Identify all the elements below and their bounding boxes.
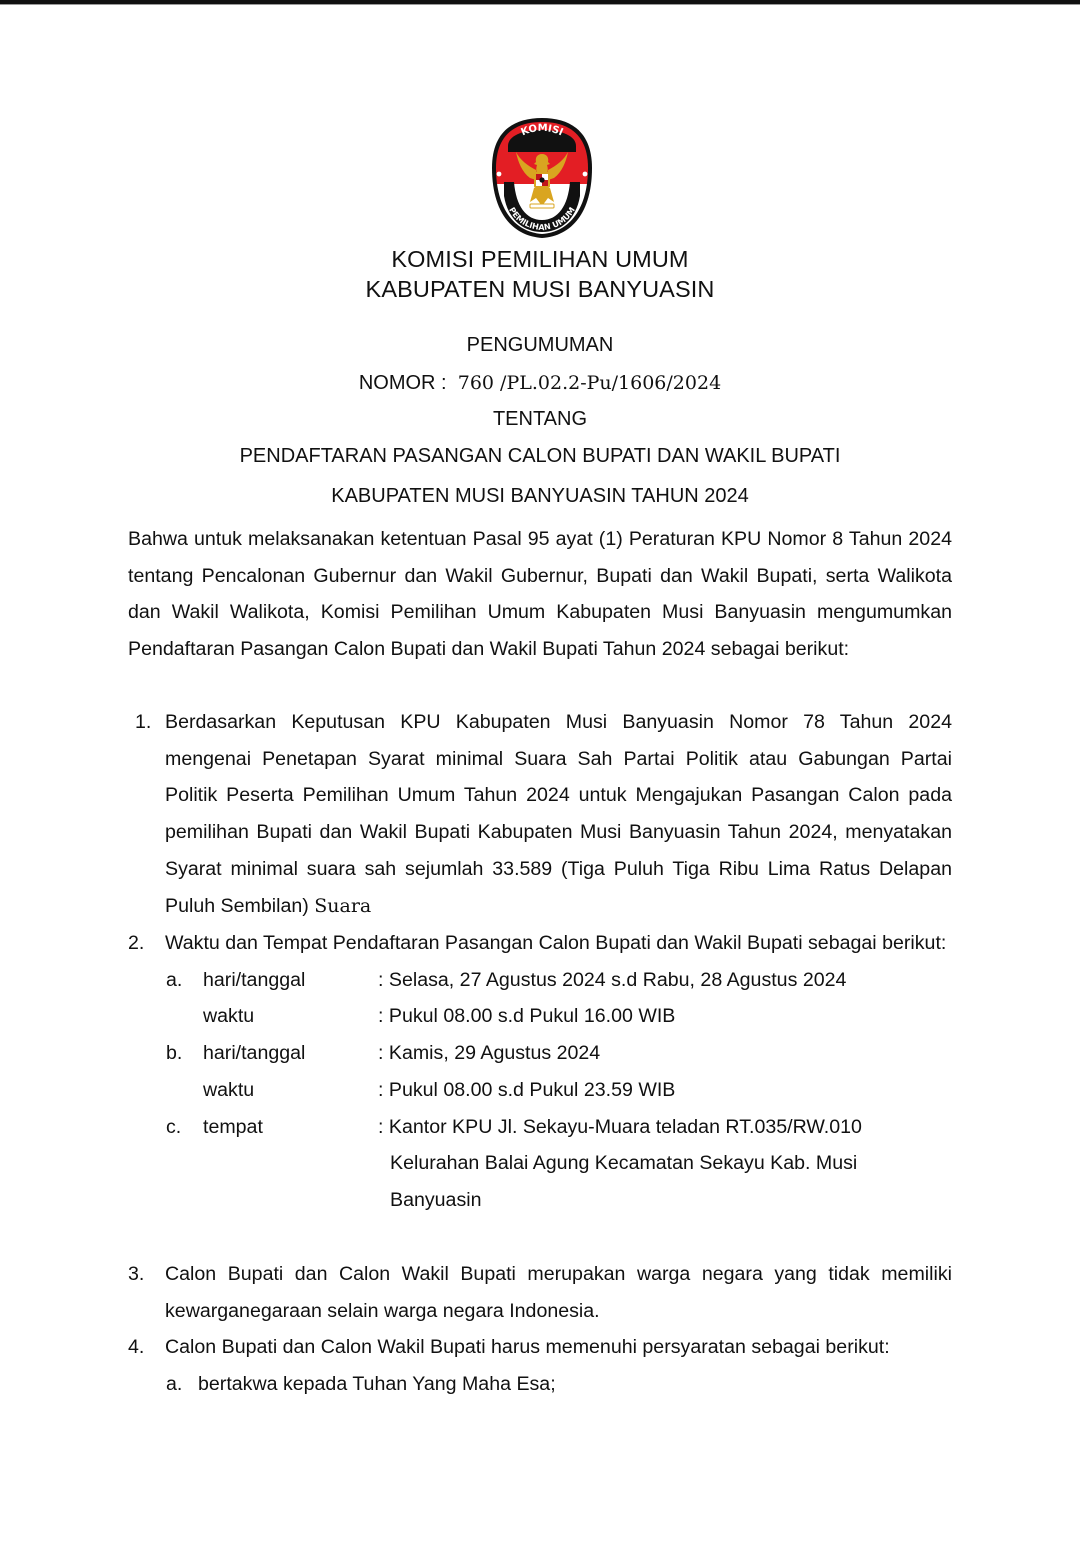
list-item-text: Calon Bupati dan Calon Wakil Bupati merupakan warga negara yang tidak memiliki kewarganegaraan selain warga negara Indonesia. <box>165 1263 952 1322</box>
schedule-label: hari/tanggal <box>203 968 306 991</box>
schedule-b-time <box>128 1072 952 1109</box>
schedule-letter: a. <box>166 968 183 991</box>
list-item-text: Calon Bupati dan Calon Wakil Bupati harus memenuhi persyaratan sebagai berikut: <box>165 1336 890 1358</box>
requirement-a <box>128 1366 952 1403</box>
list-number: 1. <box>135 711 152 733</box>
list-item-text: Berdasarkan Keputusan KPU Kabupaten Musi Banyuasin Nomor 78 Tahun 2024 mengenai Penetapan Syarat minimal Suara Sah Partai Politik atau Gabungan Partai Politik Peserta Pemilihan Umum Tahun 2024 untuk Mengajukan Pasangan Calon pada pemilihan Bupati dan Wakil Bupati Kabupaten Musi Banyuasin Tahun 2024, menyatakan Syarat minimal suara sah sejumlah 33.589 (Tiga Puluh Tiga Ribu Lima Ratus Delapan Puluh Sembilan) <box>165 711 952 917</box>
schedule-value: : Kamis, 29 Agustus 2024 <box>378 1042 601 1065</box>
doc-number <box>0 372 1080 395</box>
schedule-value: : Pukul 08.00 s.d Pukul 16.00 WIB <box>378 1005 676 1028</box>
list-item-text: Waktu dan Tempat Pendaftaran Pasangan Calon Bupati dan Wakil Bupati sebagai berikut: <box>165 932 947 954</box>
list-item-4 <box>128 1329 952 1402</box>
schedule-c-continuation-2: Banyuasin <box>390 1188 482 1211</box>
logo-dot-left <box>497 172 502 177</box>
subject-line1: PENDAFTARAN PASANGAN CALON BUPATI DAN WAKIL BUPATI <box>239 445 841 467</box>
list-number: 2. <box>128 932 145 954</box>
org-name-line2: KABUPATEN MUSI BANYUASIN <box>365 276 715 302</box>
list-item-3 <box>128 1256 952 1329</box>
doc-number-label: NOMOR : <box>358 372 447 394</box>
org-name-line1: KOMISI PEMILIHAN UMUM <box>391 246 689 272</box>
schedule-label: waktu <box>203 1078 255 1101</box>
list-item-1 <box>128 704 952 924</box>
schedule-b-date <box>128 1035 952 1072</box>
logo-text-top: KOMISI <box>519 122 565 139</box>
requirement-letter: a. <box>166 1372 183 1395</box>
list-number: 4. <box>128 1336 145 1358</box>
list-item-tail: Suara <box>314 894 372 917</box>
schedule-label: waktu <box>203 1005 255 1028</box>
intro-paragraph: Bahwa untuk melaksanakan ketentuan Pasal 95 ayat (1) Peraturan KPU Nomor 8 Tahun 2024 tentang Pencalonan Gubernur dan Wakil Gubernur, Bupati dan Wakil Bupati, serta Walikota dan Wakil Walikota, Komisi Pemilihan Umum Kabupaten Musi Banyuasin mengumumkan Pendaftaran Pasangan Calon Bupati dan Wakil Bupati Tahun 2024 sebagai berikut: <box>128 528 952 661</box>
list-number: 3. <box>128 1263 145 1285</box>
schedule-value: : Kantor KPU Jl. Sekayu-Muara teladan RT.035/RW.010 <box>378 1115 862 1138</box>
schedule-label: hari/tanggal <box>203 1042 306 1065</box>
schedule-a-time <box>128 998 952 1035</box>
schedule-a-date <box>128 962 952 999</box>
subject-line2: KABUPATEN MUSI BANYUASIN TAHUN 2024 <box>331 485 749 507</box>
doc-number-value: 760 /PL.02.2-Pu/1606/2024 <box>457 372 722 394</box>
kpu-logo <box>490 116 594 240</box>
list-item-2 <box>128 925 952 1219</box>
schedule-value: : Pukul 08.00 s.d Pukul 23.59 WIB <box>378 1078 676 1101</box>
schedule-label: tempat <box>203 1115 263 1138</box>
schedule-c-continuation-1: Kelurahan Balai Agung Kecamatan Sekayu Kab. Musi <box>390 1152 858 1175</box>
requirement-text: bertakwa kepada Tuhan Yang Maha Esa; <box>198 1372 556 1395</box>
logo-text-bottom: PEMILIHAN UMUM <box>507 205 577 233</box>
schedule-value: : Selasa, 27 Agustus 2024 s.d Rabu, 28 Agustus 2024 <box>378 968 847 991</box>
schedule-c-place <box>128 1109 952 1146</box>
doc-type: PENGUMUMAN <box>466 334 614 356</box>
schedule-letter: b. <box>166 1042 183 1065</box>
schedule-letter: c. <box>166 1115 182 1138</box>
about-label: TENTANG <box>492 408 588 430</box>
logo-dot-right <box>583 172 588 177</box>
top-edge-line <box>0 4 1080 5</box>
